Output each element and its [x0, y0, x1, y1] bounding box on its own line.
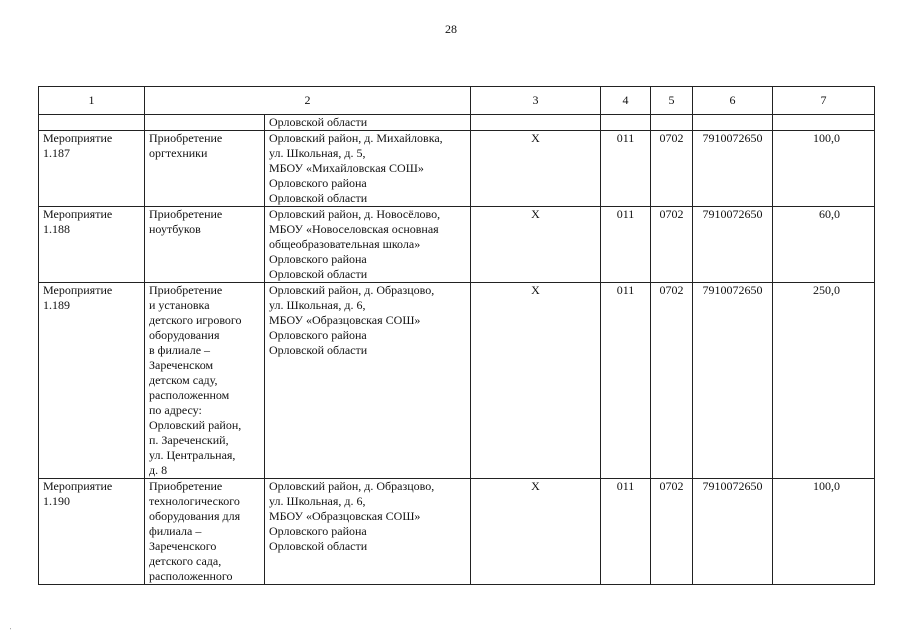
document-table [38, 86, 875, 585]
cell-event [39, 115, 145, 131]
cell-event: Мероприятие 1.189 [39, 283, 145, 479]
cell-address: Орловский район, д. Михайловка, ул. Школьная, д. 5, МБОУ «Михайловская СОШ» Орловского района Орловской области [265, 131, 471, 207]
cell-col4: 011 [601, 479, 651, 585]
continuation-row [39, 115, 875, 131]
header-col-5: 5 [651, 87, 693, 115]
scan-mark: ' [10, 628, 12, 634]
cell-event: Мероприятие 1.187 [39, 131, 145, 207]
page-number: 28 [445, 22, 457, 36]
cell-col5: 0702 [651, 479, 693, 585]
cell-col5: 0702 [651, 131, 693, 207]
cell-address: Орловский район, д. Образцово, ул. Школьная, д. 6, МБОУ «Образцовская СОШ» Орловского района Орловской области [265, 479, 471, 585]
cell-col7: 250,0 [773, 283, 875, 479]
cell-col5: 0702 [651, 283, 693, 479]
cell-event: Мероприятие 1.190 [39, 479, 145, 585]
cell-name: Приобретение оргтехники [145, 131, 265, 207]
cell-name: Приобретение ноутбуков [145, 207, 265, 283]
cell-name: Приобретение и установка детского игрового оборудования в филиале – Зареченском детском саду, расположенном по адресу: Орловский район, п. Зареченский, ул. Центральная, д. 8 [145, 283, 265, 479]
table-row [39, 207, 875, 283]
table-row [39, 479, 875, 585]
cell-address: Орловский район, д. Образцово, ул. Школьная, д. 6, МБОУ «Образцовская СОШ» Орловского района Орловской области [265, 283, 471, 479]
cell-name: Приобретение технологического оборудования для филиала – Зареченского детского сада, расположенного [145, 479, 265, 585]
cell-col3: X [471, 207, 601, 283]
cell-col3: X [471, 479, 601, 585]
header-col-6: 6 [693, 87, 773, 115]
cell-name [145, 115, 265, 131]
header-col-4: 4 [601, 87, 651, 115]
cell-address: Орловский район, д. Новосёлово, МБОУ «Новоселовская основная общеобразовательная школа» Орловского района Орловской области [265, 207, 471, 283]
cell-col7: 60,0 [773, 207, 875, 283]
header-col-2: 2 [145, 87, 471, 115]
cell-col4: 011 [601, 131, 651, 207]
cell-col6: 7910072650 [693, 207, 773, 283]
cell-col3 [471, 115, 601, 131]
cell-col5: 0702 [651, 207, 693, 283]
header-col-7: 7 [773, 87, 875, 115]
cell-col4: 011 [601, 283, 651, 479]
cell-col5 [651, 115, 693, 131]
cell-col7 [773, 115, 875, 131]
cell-col6: 7910072650 [693, 283, 773, 479]
cell-col6: 7910072650 [693, 131, 773, 207]
table-row [39, 283, 875, 479]
cell-col3: X [471, 283, 601, 479]
cell-col3: X [471, 131, 601, 207]
cell-col4 [601, 115, 651, 131]
header-col-1: 1 [39, 87, 145, 115]
cell-col6 [693, 115, 773, 131]
cell-event: Мероприятие 1.188 [39, 207, 145, 283]
cell-col7: 100,0 [773, 479, 875, 585]
table-row [39, 131, 875, 207]
cell-address: Орловской области [265, 115, 471, 131]
cell-col4: 011 [601, 207, 651, 283]
cell-col6: 7910072650 [693, 479, 773, 585]
cell-col7: 100,0 [773, 131, 875, 207]
header-col-3: 3 [471, 87, 601, 115]
header-row [39, 87, 875, 115]
